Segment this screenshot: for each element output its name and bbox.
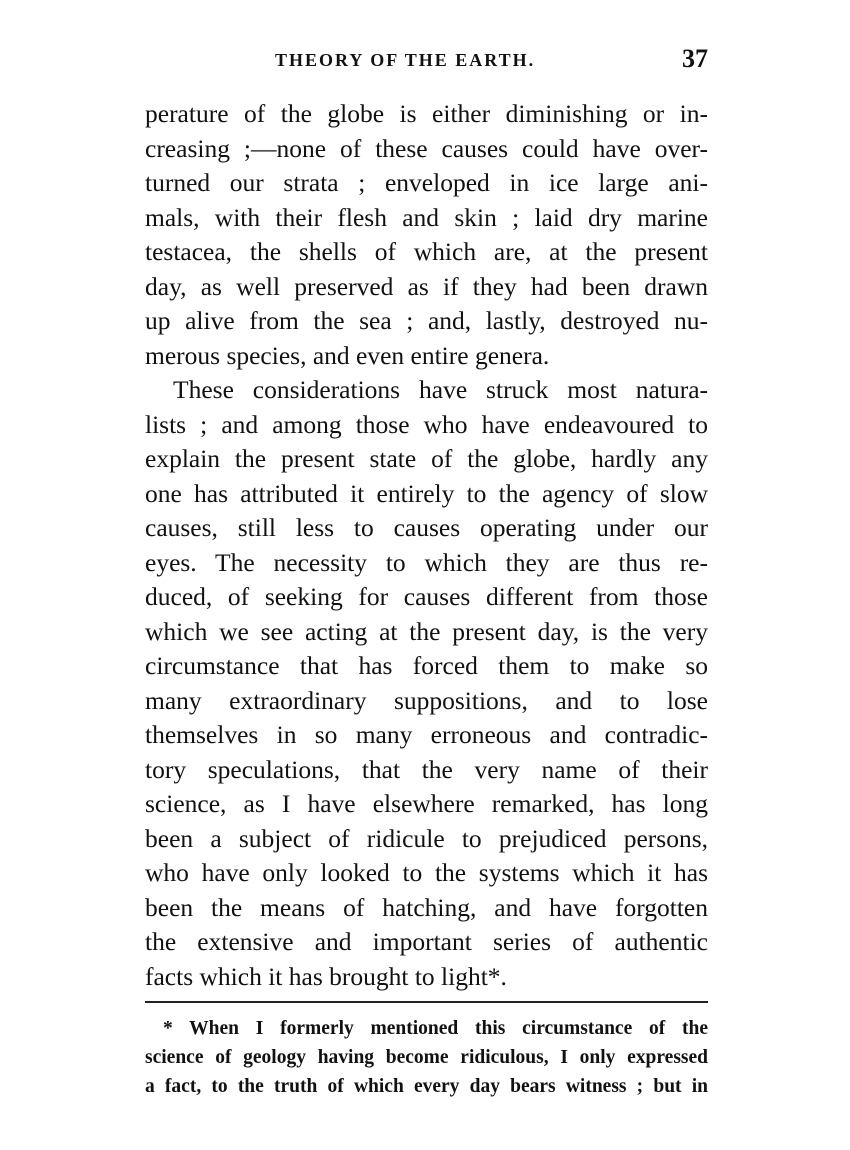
- footnote-line: a fact, to the truth of which every day bears witness ; but in: [145, 1076, 708, 1097]
- footnote: [145, 1014, 708, 1101]
- text-line: science, as I have elsewhere remarked, has long: [145, 789, 708, 818]
- text-line: testacea, the shells of which are, at the present: [145, 237, 708, 266]
- text-line: duced, of seeking for causes different from those: [145, 582, 708, 611]
- text-line: who have only looked to the systems which it has: [145, 858, 708, 887]
- text-line: turned our strata ; enveloped in ice large ani-: [145, 168, 708, 197]
- footnote-rule: [145, 1001, 708, 1003]
- text-line: one has attributed it entirely to the agency of slow: [145, 478, 708, 508]
- text-line: tory speculations, that the very name of their: [145, 754, 708, 784]
- text-line: day, as well preserved as if they had been drawn: [145, 271, 708, 301]
- text-line: merous species, and even entire genera.: [145, 340, 550, 370]
- text-line: causes, still less to causes operating under our: [145, 513, 708, 542]
- text-line: mals, with their flesh and skin ; laid dry marine: [145, 202, 708, 232]
- running-head: [145, 44, 708, 78]
- text-line: many extraordinary suppositions, and to lose: [145, 685, 708, 715]
- text-line: lists ; and among those who have endeavoured to: [145, 409, 708, 439]
- running-title: THEORY OF THE EARTH.: [275, 50, 536, 70]
- text-line: creasing ;—none of these causes could have over-: [145, 133, 708, 163]
- text-line: eyes. The necessity to which they are thus re-: [145, 547, 708, 577]
- text-line: been the means of hatching, and have forgotten: [145, 892, 708, 922]
- text-line: up alive from the sea ; and, lastly, destroyed nu-: [145, 306, 708, 335]
- text-line: themselves in so many erroneous and contradic-: [145, 720, 708, 749]
- paragraph-continuation: [145, 97, 708, 373]
- text-line: These considerations have struck most natura-: [173, 375, 708, 404]
- text-line: circumstance that has forced them to make so: [145, 651, 708, 680]
- text-line: explain the present state of the globe, hardly any: [145, 444, 708, 473]
- text-line: facts which it has brought to light*.: [145, 961, 507, 991]
- body-text: [145, 97, 708, 994]
- paragraph-considerations: [145, 373, 708, 994]
- text-line: which we see acting at the present day, is the very: [145, 616, 708, 646]
- page-number: 37: [682, 44, 708, 73]
- footnote-line: science of geology having become ridiculous, I only expressed: [145, 1047, 708, 1068]
- text-line: been a subject of ridicule to prejudiced persons,: [145, 823, 708, 853]
- footnote-line: * When I formerly mentioned this circumstance of the: [163, 1018, 708, 1039]
- text-line: the extensive and important series of authentic: [145, 927, 708, 956]
- text-line: perature of the globe is either diminishing or in-: [145, 99, 708, 128]
